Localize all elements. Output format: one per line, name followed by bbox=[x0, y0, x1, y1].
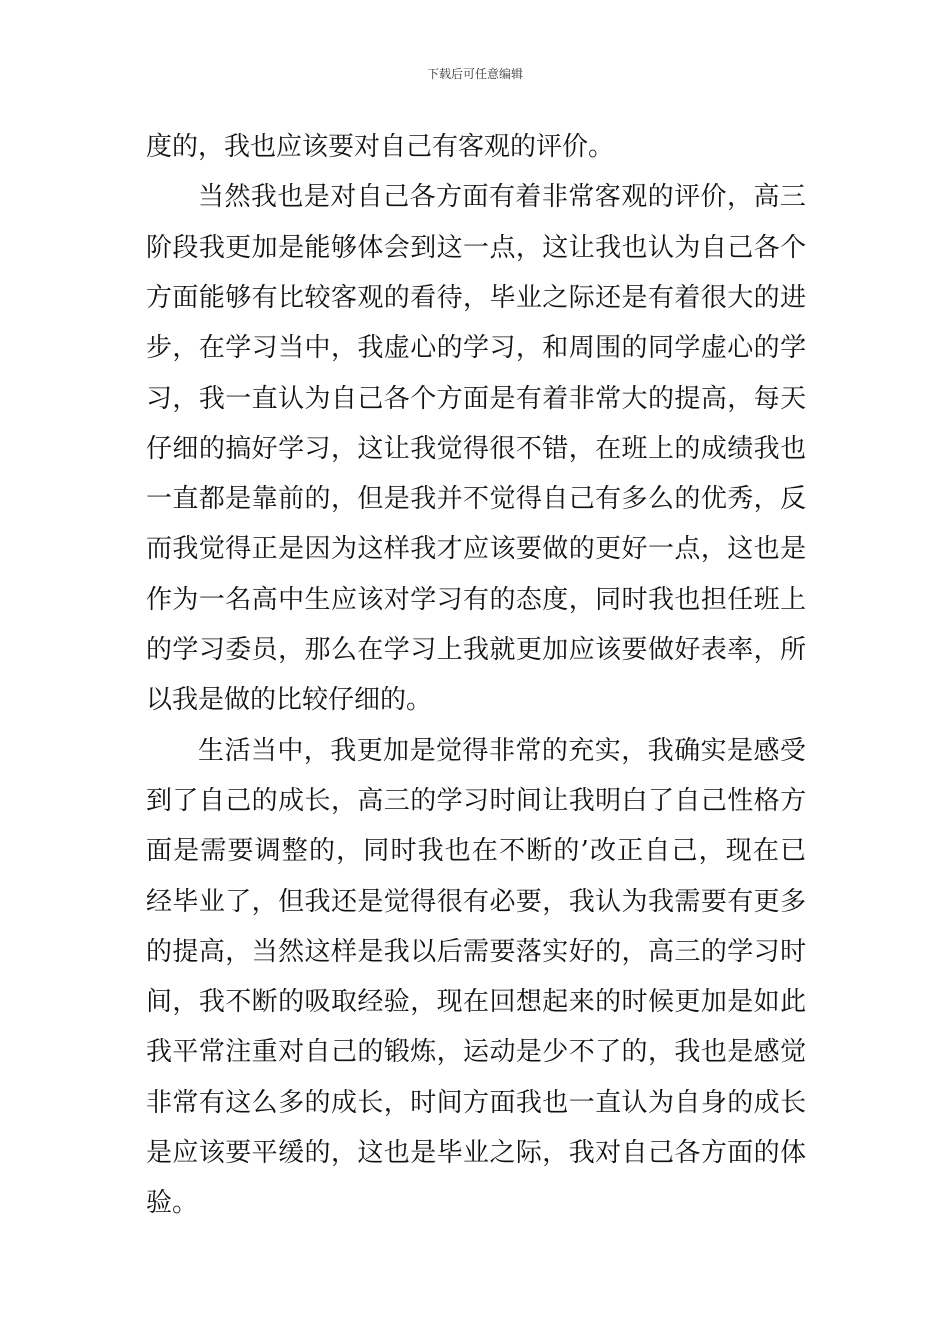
text-line: 是应该要平缓的，这也是毕业之际，我对自己各方面的体 bbox=[146, 1138, 807, 1168]
text-line: 我平常注重对自己的锻炼，运动是少不了的，我也是感觉 bbox=[146, 1037, 807, 1067]
text-line: 阶段我更加是能够体会到这一点，这让我也认为自己各个 bbox=[146, 233, 807, 263]
text-line: 生活当中，我更加是觉得非常的充实，我确实是感受 bbox=[198, 736, 807, 766]
text-line: 的提高，当然这样是我以后需要落实好的，高三的学习时 bbox=[146, 937, 807, 967]
text-line: 仔细的搞好学习，这让我觉得很不错，在班上的成绩我也 bbox=[146, 434, 807, 464]
text-line: 到了自己的成长，高三的学习时间让我明白了自己性格方 bbox=[146, 786, 807, 816]
text-line: 作为一名高中生应该对学习有的态度，同时我也担任班上 bbox=[146, 585, 807, 615]
text-line: 非常有这么多的成长，时间方面我也一直认为自身的成长 bbox=[146, 1088, 807, 1118]
text-line: 面是需要调整的，同时我也在不断的’改正自己，现在已 bbox=[146, 836, 808, 866]
text-line: 步，在学习当中，我虚心的学习，和周围的同学虚心的学 bbox=[146, 333, 807, 363]
text-line: 度的，我也应该要对自己有客观的评价。 bbox=[146, 132, 615, 162]
text-line: 习，我一直认为自己各个方面是有着非常大的提高，每天 bbox=[146, 384, 807, 414]
text-line: 验。 bbox=[146, 1188, 199, 1218]
text-line: 方面能够有比较客观的看待，毕业之际还是有着很大的进 bbox=[146, 283, 807, 313]
text-line: 一直都是靠前的，但是我并不觉得自己有多么的优秀，反 bbox=[146, 484, 807, 514]
text-line: 以我是做的比较仔细的。 bbox=[146, 685, 433, 715]
text-line: 的学习委员，那么在学习上我就更加应该要做好表率，所 bbox=[146, 635, 807, 665]
page-header: 下载后可任意编辑 bbox=[426, 67, 523, 81]
text-line: 当然我也是对自己各方面有着非常客观的评价，高三 bbox=[198, 182, 807, 212]
text-line: 经毕业了，但我还是觉得很有必要，我认为我需要有更多 bbox=[146, 887, 807, 917]
text-line: 而我觉得正是因为这样我才应该要做的更好一点，这也是 bbox=[146, 534, 807, 564]
text-line: 间，我不断的吸取经验，现在回想起来的时候更加是如此 bbox=[146, 987, 807, 1017]
